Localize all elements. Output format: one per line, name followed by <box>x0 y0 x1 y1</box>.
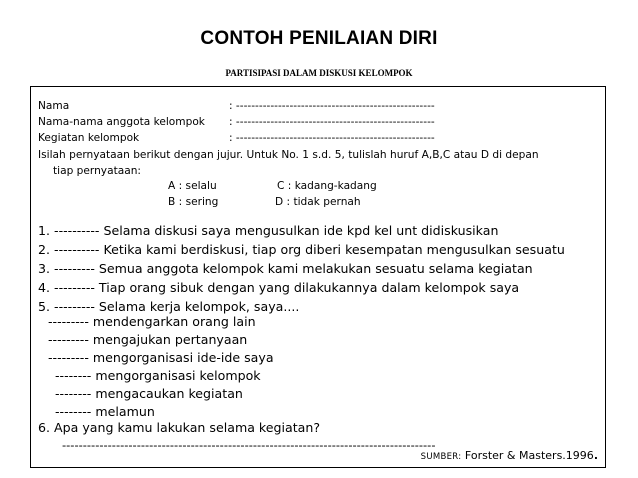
source-label: SUMBER: <box>420 452 462 462</box>
item-4: 4. --------- Tiap orang sibuk dengan yang dilakukannya dalam kelompok saya <box>38 280 520 295</box>
sub-item-6: -------- melamun <box>55 404 155 419</box>
field-blank-nama: : ---------------------------------------------------- <box>229 100 435 112</box>
source-dot: . <box>593 449 598 462</box>
field-label-anggota: Nama-nama anggota kelompok <box>38 116 205 128</box>
option-d: D : tidak pernah <box>275 196 361 208</box>
source-credit <box>421 449 598 462</box>
sub-item-5: -------- mengacaukan kegiatan <box>55 386 243 401</box>
item-5: 5. --------- Selama kerja kelompok, saya.... <box>38 299 300 314</box>
option-c: C : kadang-kadang <box>277 180 377 192</box>
item-2: 2. ---------- Ketika kami berdiskusi, tiap org diberi kesempatan mengusulkan sesuatu <box>38 242 565 257</box>
item-1: 1. ---------- Selama diskusi saya mengusulkan ide kpd kel unt didiskusikan <box>38 223 499 238</box>
field-label-kegiatan: Kegiatan kelompok <box>38 132 140 144</box>
item-3: 3. --------- Semua anggota kelompok kami melakukan sesuatu selama kegiatan <box>38 261 533 276</box>
instruction-line-1: Isilah pernyataan berikut dengan jujur. Untuk No. 1 s.d. 5, tulislah huruf A,B,C atau D di depan <box>38 149 539 161</box>
option-a: A : selalu <box>168 180 217 192</box>
sub-item-3: --------- mengorganisasi ide-ide saya <box>48 350 274 365</box>
field-blank-anggota: : ---------------------------------------------------- <box>229 116 435 128</box>
field-label-nama: Nama <box>38 100 70 112</box>
answer-line: ------------------------------------------------------------------------------------------ <box>62 438 436 452</box>
instruction-line-2: tiap pernyataan: <box>53 165 141 177</box>
page-title: CONTOH PENILAIAN DIRI <box>200 28 438 49</box>
question-6: 6. Apa yang kamu lakukan selama kegiatan? <box>38 420 321 435</box>
sub-item-1: --------- mendengarkan orang lain <box>48 314 256 329</box>
sub-item-2: --------- mengajukan pertanyaan <box>48 332 248 347</box>
form-heading: PARTISIPASI DALAM DISKUSI KELOMPOK <box>225 68 413 78</box>
field-blank-kegiatan: : ---------------------------------------------------- <box>229 132 435 144</box>
option-b: B : sering <box>168 196 219 208</box>
source-text: Forster & Masters.1996 <box>461 449 594 462</box>
sub-item-4: -------- mengorganisasi kelompok <box>55 368 261 383</box>
